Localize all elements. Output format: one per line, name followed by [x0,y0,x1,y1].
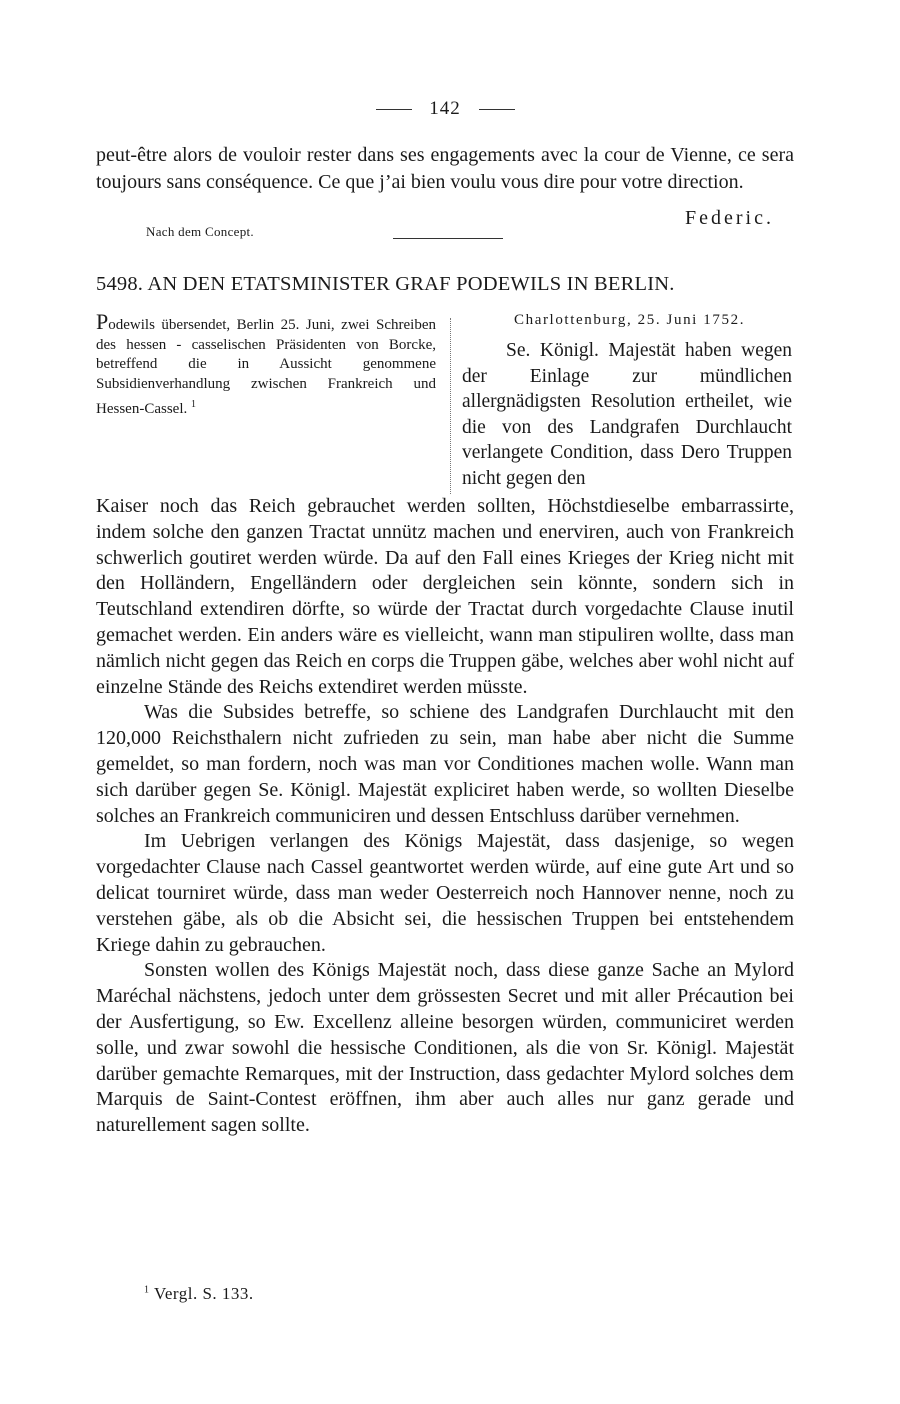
footnote-text: Vergl. S. 133. [153,1284,254,1303]
dateline: Charlottenburg, 25. Juni 1752. [514,312,746,328]
header-rule-left [376,109,412,110]
summary-initial: P [96,309,109,334]
section-separator [393,238,503,239]
book-page [96,0,794,1404]
summary-text: odewils übersendet, Berlin 25. Juni, zwei Schreiben des hessen - casselischen Präsidenten von Borcke, betreffend die in Aussicht genommene Subsidienverhandlung zwischen Frankreich und Hessen-Cassel. [96,317,436,417]
previous-letter-ending [96,142,794,195]
prelude-text: peut-être alors de vouloir rester dans ses engagements avec la cour de Vienne, ce sera toujours sans conséquence. Ce que j’ai bien voulu vous dire pour votre direction. [96,144,794,193]
body-paragraph-1: Kaiser noch das Reich gebrauchet werden sollten, Höchstdieselbe embarrassirte, indem solche den ganzen Tractat unnütz machen und enerviren, auch von Frankreich schwerlich goutiret werden würde. Da auf den Fall eines Krieges der Krieg nicht mit den Holländern, Engelländern oder dergleichen sein könnte, sondern sich in Teutschland extendiren dörfte, so würde der Tractat durch vorgedachte Clause inutil gemachet werden. Ein anders wäre es vielleicht, wann man stipuliren wollte, dass man nämlich nicht gegen das Reich en corps die Truppen gäbe, welches aber wohl nicht auf einzelne Stände des Reichs extendiret werden müsste. [96,495,794,698]
page-number: 142 [429,98,461,119]
body-paragraph-2: Was die Subsides betreffe, so schiene des Landgrafen Durchlaucht mit den 120,000 Reichsthalern nicht zufrieden zu sein, man habe aber nicht die Summe gemeldet, so man fordern, noch was man vor Conditiones machen wolle. Wann man sich darüber gegen Se. Königl. Majestät expliciret haben werde, so wollten Dieselbe solches an Frankreich communiciren und dessen Entschluss darüber vernehmen. [96,701,794,827]
page-header [96,98,794,120]
letter-body [96,494,794,1139]
source-note: Nach dem Concept. [146,224,254,239]
letter-summary [96,309,436,420]
footnote-reference: 1 [190,398,196,410]
footnote [144,1284,254,1304]
footnote-mark: 1 [144,1284,150,1296]
body-paragraph-4: Sonsten wollen des Königs Majestät noch, dass diese ganze Sache an Mylord Maréchal nächstens, jedoch unter dem grössesten Secret und mit aller Précaution bei der Ausfertigung, so Ew. Excellenz alleine besorgen würden, communiciret werden solle, und zwar sowohl die hessische Conditionen, als die von Sr. Königl. Majestät darüber gemachte Remarques, mit der Instruction, dass gedachter Mylord solches dem Marquis de Saint-Contest eröffnen, ihm aber auch alles nur ganz gerade und naturellement sagen sollte. [96,959,794,1137]
letter-heading: 5498. AN DEN ETATSMINISTER GRAF PODEWILS IN BERLIN. [96,273,675,295]
signature: Federic. [685,207,774,229]
opening-paragraph: Se. Königl. Majestät haben wegen der Einlage zur mündlichen allergnädigsten Resolution ertheilet, wie die von des Landgrafen Durchlaucht verlangete Condition, dass Dero Truppen nicht gegen den [462,340,792,489]
letter-opening [462,338,792,491]
column-divider [450,318,451,494]
body-paragraph-3: Im Uebrigen verlangen des Königs Majestät, dass dasjenige, so wegen vorgedachter Clause nach Cassel geantwortet werden würde, auf eine gute Art und so delicat tourniret würde, dass man weder Oesterreich noch Hannover nenne, noch zu verstehen gäbe, als ob die Absicht sei, die hessischen Truppen bei entstehendem Kriege dahin zu gebrauchen. [96,830,794,956]
header-rule-right [479,109,515,110]
